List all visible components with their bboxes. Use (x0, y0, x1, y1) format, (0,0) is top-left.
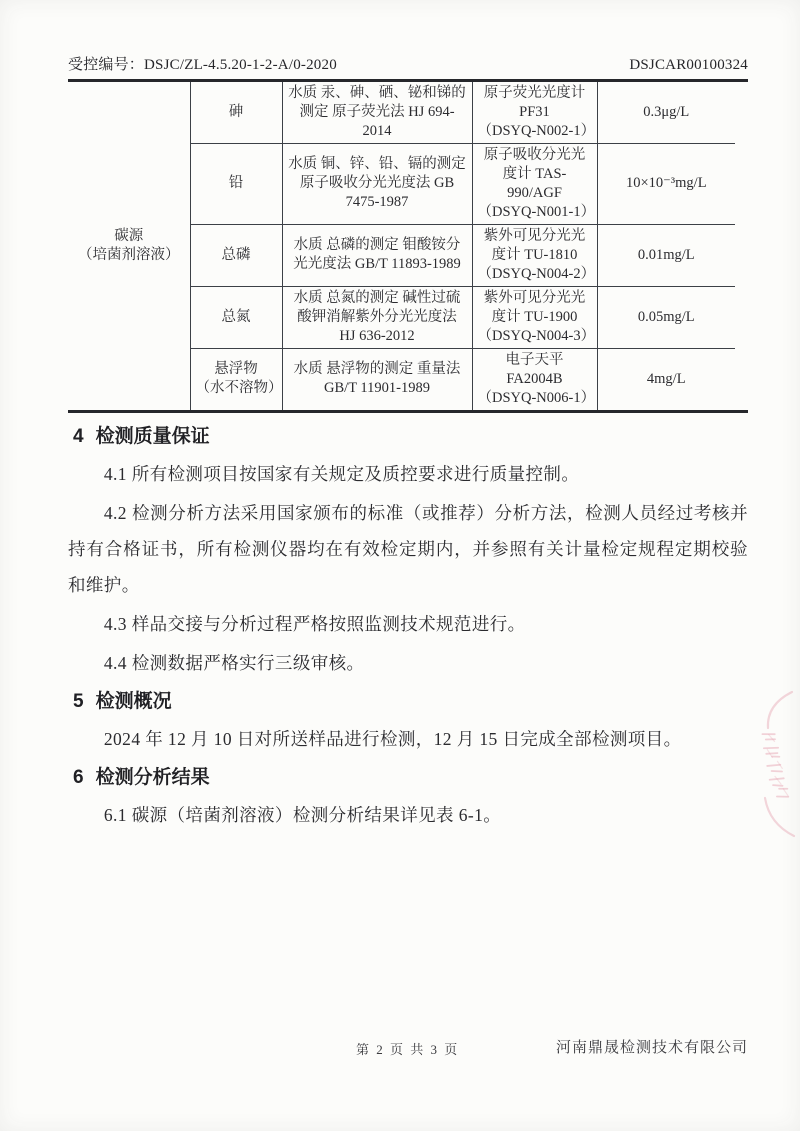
limit-cell: 0.05mg/L (597, 286, 735, 348)
item-cell: 铅 (190, 143, 282, 224)
limit-cell: 0.01mg/L (597, 224, 735, 286)
limit-cell: 10×10⁻³mg/L (597, 143, 735, 224)
instrument-cell: 电子天平 FA2004B （DSYQ-N006-1） (472, 348, 597, 410)
section-number: 5 (73, 690, 84, 712)
section-heading-6 (73, 765, 748, 791)
paragraph-4-1: 4.1 所有检测项目按国家有关规定及质控要求进行质量控制。 (103, 463, 580, 484)
method-cell: 水质 悬浮物的测定 重量法 GB/T 11901-1989 (282, 348, 472, 410)
control-number (68, 53, 337, 74)
item-cell: 砷 (190, 82, 282, 144)
method-cell: 水质 总磷的测定 钼酸铵分光光度法 GB/T 11893-1989 (282, 224, 472, 286)
method-cell: 水质 总氮的测定 碱性过硫酸钾消解紫外分光光度法 HJ 636-2012 (282, 286, 472, 348)
instrument-cell: 紫外可见分光光度计 TU-1810 （DSYQ-N004-2） (472, 224, 597, 286)
table-bottom-rule (68, 410, 748, 413)
instrument-cell: 原子荧光光度计 PF31 （DSYQ-N002-1） (472, 82, 597, 144)
paragraph-4-3: 4.3 样品交接与分析过程严格按照监测技术规范进行。 (103, 613, 526, 634)
paragraph-5-1: 2024 年 12 月 10 日对所送样品进行检测，12 月 15 日完成全部检测项目。 (103, 728, 682, 749)
table-row (68, 82, 735, 144)
test-method-table (68, 82, 735, 410)
limit-cell: 4mg/L (597, 348, 735, 410)
red-stamp-fragment-icon (752, 686, 798, 842)
section-title: 检测质量保证 (95, 425, 210, 447)
paragraph-4-4: 4.4 检测数据严格实行三级审核。 (103, 652, 365, 673)
section-number: 4 (73, 425, 84, 447)
item-cell: 总氮 (190, 286, 282, 348)
report-number: DSJCAR00100324 (629, 57, 748, 73)
document-header (68, 0, 748, 74)
company-name: 河南鼎晟检测技术有限公司 (555, 1040, 748, 1056)
document-footer (68, 1036, 748, 1058)
method-cell: 水质 铜、锌、铅、镉的测定 原子吸收分光光度法 GB 7475-1987 (282, 143, 472, 224)
sample-name-cell: 碳源 （培菌剂溶液） (68, 82, 190, 410)
section-heading-5 (73, 689, 748, 715)
item-cell: 悬浮物 （水不溶物） (190, 348, 282, 410)
item-cell: 总磷 (190, 224, 282, 286)
instrument-cell: 原子吸收分光光度计 TAS-990/AGF （DSYQ-N001-1） (472, 143, 597, 224)
paragraph-6-1: 6.1 碳源（培菌剂溶液）检测分析结果详见表 6-1。 (103, 804, 502, 825)
limit-cell: 0.3μg/L (597, 82, 735, 144)
instrument-cell: 紫外可见分光光度计 TU-1900 （DSYQ-N004-3） (472, 286, 597, 348)
page-number: 第 2 页 共 3 页 (356, 1042, 460, 1057)
method-cell: 水质 汞、砷、硒、铋和锑的测定 原子荧光法 HJ 694-2014 (282, 82, 472, 144)
control-number-label: 受控编号： (68, 57, 145, 73)
section-number: 6 (73, 766, 84, 788)
control-number-value: DSJC/ZL-4.5.20-1-2-A/0-2020 (144, 57, 337, 73)
section-heading-4 (73, 424, 748, 450)
section-title: 检测概况 (95, 690, 172, 712)
section-title: 检测分析结果 (95, 766, 210, 788)
paragraph-4-2: 4.2 检测分析方法采用国家颁布的标准（或推荐）分析方法，检测人员经过考核并持有合格证书，所有检测仪器均在有效检定期内，并参照有关计量检定规程定期校验和维护。 (68, 502, 748, 595)
